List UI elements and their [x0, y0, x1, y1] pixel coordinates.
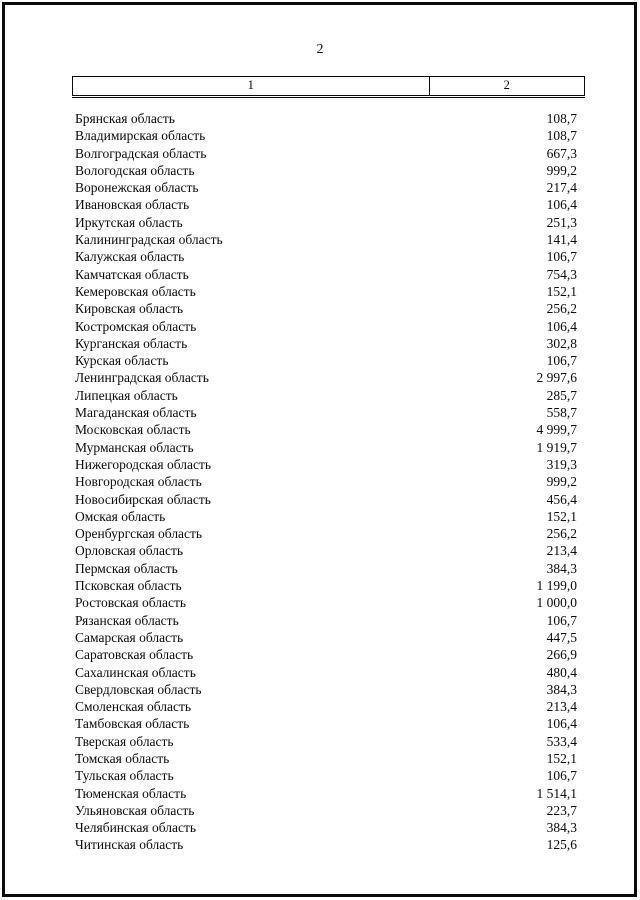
region-value: 251,3 [546, 214, 577, 230]
region-value: 533,4 [546, 733, 577, 749]
region-value: 447,5 [546, 629, 577, 645]
table-row [75, 508, 577, 525]
region-value: 285,7 [546, 387, 577, 403]
region-name: Липецкая область [75, 387, 178, 403]
region-name: Саратовская область [75, 647, 194, 663]
region-value: 223,7 [546, 802, 577, 818]
table-row [75, 836, 577, 853]
table-row [75, 698, 577, 715]
region-name: Ленинградская область [75, 370, 209, 386]
region-name: Пермская область [75, 560, 178, 576]
region-value: 456,4 [546, 491, 577, 507]
region-value: 1 514,1 [536, 785, 577, 801]
region-name: Курская область [75, 353, 169, 369]
table-row [75, 248, 577, 265]
region-name: Ульяновская область [75, 802, 195, 818]
region-value: 384,3 [546, 820, 577, 836]
table-row [75, 387, 577, 404]
table-row [75, 110, 577, 127]
region-name: Волгоградская область [75, 145, 207, 161]
region-name: Тамбовская область [75, 716, 190, 732]
table-header-col1: 1 [73, 77, 430, 95]
table-row [75, 300, 577, 317]
region-value: 106,7 [546, 612, 577, 628]
region-value: 4 999,7 [536, 422, 577, 438]
region-name: Томская область [75, 750, 170, 766]
region-name: Калининградская область [75, 232, 223, 248]
table-row [75, 456, 577, 473]
region-value: 106,7 [546, 249, 577, 265]
region-value: 999,2 [546, 474, 577, 490]
region-name: Вологодская область [75, 162, 195, 178]
table-row [75, 525, 577, 542]
table-row [75, 473, 577, 490]
table-row [75, 802, 577, 819]
region-name: Сахалинская область [75, 664, 196, 680]
region-name: Орловская область [75, 543, 184, 559]
table-row [75, 352, 577, 369]
table-row [75, 179, 577, 196]
region-name: Самарская область [75, 629, 184, 645]
region-value: 213,4 [546, 543, 577, 559]
region-value: 319,3 [546, 456, 577, 472]
table-row [75, 664, 577, 681]
region-value: 2 997,6 [536, 370, 577, 386]
region-name: Рязанская область [75, 612, 179, 628]
region-value: 108,7 [546, 111, 577, 126]
region-name: Свердловская область [75, 681, 202, 697]
region-name: Иркутская область [75, 214, 183, 230]
table-row [75, 266, 577, 283]
table-row [75, 715, 577, 732]
region-value: 106,7 [546, 768, 577, 784]
table-row [75, 750, 577, 767]
region-name: Ивановская область [75, 197, 190, 213]
table-row [75, 127, 577, 144]
region-value: 999,2 [546, 162, 577, 178]
table-row [75, 162, 577, 179]
table-header-underline [72, 97, 585, 98]
region-name: Магаданская область [75, 405, 197, 421]
region-value: 152,1 [546, 508, 577, 524]
region-name: Читинская область [75, 837, 184, 853]
region-name: Смоленская область [75, 699, 192, 715]
table-row [75, 214, 577, 231]
region-name: Нижегородская область [75, 456, 212, 472]
region-name: Воронежская область [75, 180, 199, 196]
table-header [72, 76, 585, 96]
table-row [75, 767, 577, 784]
table-row [75, 439, 577, 456]
region-name: Кировская область [75, 301, 184, 317]
table-row [75, 335, 577, 352]
table-row [75, 542, 577, 559]
region-value: 256,2 [546, 301, 577, 317]
region-name: Новосибирская область [75, 491, 211, 507]
region-name: Владимирская область [75, 128, 206, 144]
region-name: Ростовская область [75, 595, 186, 611]
table-row [75, 646, 577, 663]
region-name: Тульская область [75, 768, 174, 784]
region-value: 754,3 [546, 266, 577, 282]
region-value: 1 199,0 [536, 578, 577, 594]
region-value: 480,4 [546, 664, 577, 680]
region-value: 141,4 [546, 232, 577, 248]
region-value: 256,2 [546, 526, 577, 542]
region-name: Омская область [75, 508, 166, 524]
region-name: Курганская область [75, 335, 188, 351]
region-name: Калужская область [75, 249, 185, 265]
region-value: 302,8 [546, 335, 577, 351]
region-value: 558,7 [546, 405, 577, 421]
table-row [75, 577, 577, 594]
region-value: 152,1 [546, 283, 577, 299]
region-value: 213,4 [546, 699, 577, 715]
region-name: Псковская область [75, 578, 182, 594]
table-row [75, 369, 577, 386]
region-name: Тюменская область [75, 785, 187, 801]
table-row [75, 612, 577, 629]
table-row [75, 560, 577, 577]
region-name: Костромская область [75, 318, 197, 334]
table-header-col2: 2 [503, 78, 510, 92]
region-value: 667,3 [546, 145, 577, 161]
region-name: Оренбургская область [75, 526, 203, 542]
table-row [75, 231, 577, 248]
region-value: 106,4 [546, 716, 577, 732]
region-name: Брянская область [75, 111, 175, 126]
region-name: Мурманская область [75, 439, 194, 455]
region-value: 384,3 [546, 560, 577, 576]
region-value: 217,4 [546, 180, 577, 196]
region-value: 106,4 [546, 318, 577, 334]
table-row [75, 819, 577, 836]
table-row [75, 491, 577, 508]
page-number: 2 [316, 42, 324, 57]
region-name: Новгородская область [75, 474, 202, 490]
region-name: Камчатская область [75, 266, 189, 282]
region-name: Тверская область [75, 733, 174, 749]
table-row [75, 283, 577, 300]
table-body [75, 110, 577, 854]
region-name: Московская область [75, 422, 191, 438]
table-row [75, 785, 577, 802]
region-value: 108,7 [546, 128, 577, 144]
table-row [75, 421, 577, 438]
region-value: 1 000,0 [536, 595, 577, 611]
region-name: Челябинская область [75, 820, 197, 836]
region-value: 106,4 [546, 197, 577, 213]
table-row [75, 681, 577, 698]
region-value: 152,1 [546, 750, 577, 766]
table-row [75, 404, 577, 421]
table-row [75, 733, 577, 750]
table-row [75, 196, 577, 213]
region-value: 1 919,7 [536, 439, 577, 455]
table-row [75, 318, 577, 335]
region-value: 384,3 [546, 681, 577, 697]
region-value: 125,6 [546, 837, 577, 853]
table-row [75, 145, 577, 162]
table-row [75, 594, 577, 611]
region-name: Кемеровская область [75, 283, 196, 299]
region-value: 106,7 [546, 353, 577, 369]
table-row [75, 629, 577, 646]
region-value: 266,9 [546, 647, 577, 663]
